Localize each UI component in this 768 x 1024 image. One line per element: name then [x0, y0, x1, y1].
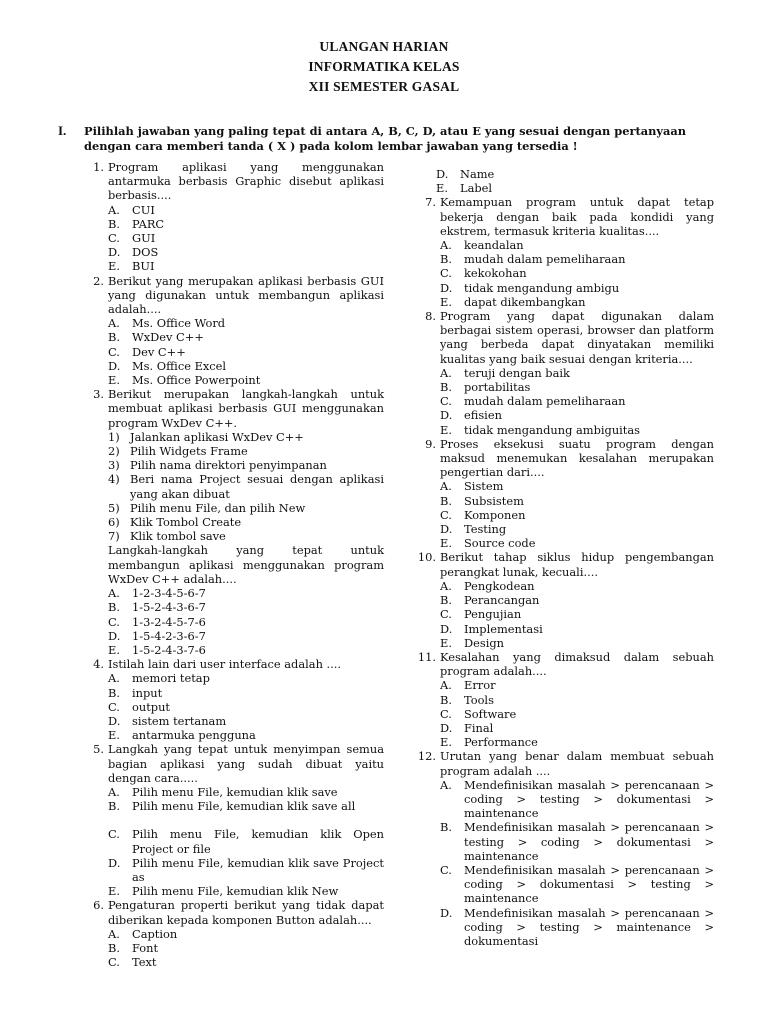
option-a	[440, 366, 714, 380]
option-letter: C.	[440, 266, 452, 281]
option-text: Final	[464, 720, 494, 735]
question-stem: Kemampuan program untuk dapat tetap bekerja dengan baik pada kondidi yang ekstrem, termasuk kriteria kualitas....	[440, 195, 714, 238]
left-column	[82, 160, 384, 969]
question-number: 7.	[425, 195, 436, 210]
question-stem: Istilah lain dari user interface adalah ....	[108, 657, 342, 672]
option-e	[440, 423, 714, 437]
option-b	[440, 494, 714, 508]
option-text: Error	[464, 678, 496, 693]
option-letter: E.	[108, 884, 120, 899]
step-1	[108, 430, 384, 444]
option-letter: D.	[436, 167, 449, 181]
option-d	[108, 629, 384, 643]
option-text: Pilih menu File, kemudian klik Open Project or file	[132, 827, 384, 856]
step-number: 3)	[108, 458, 120, 473]
option-text: Komponen	[464, 507, 526, 522]
option-text: Mendefinisikan masalah > perencanaan > coding > testing > dokumentasi > maintenance	[464, 777, 714, 821]
option-letter: C.	[440, 607, 452, 622]
option-text: Dev C++	[132, 344, 186, 359]
option-c	[440, 508, 714, 522]
option-letter: B.	[108, 216, 120, 231]
option-text: Mendefinisikan masalah > perencanaan > coding > dokumentasi > testing > maintenance	[464, 862, 714, 906]
exam-semester: XII SEMESTER GASAL	[308, 79, 460, 94]
option-d	[440, 522, 714, 536]
step-text: Jalankan aplikasi WxDev C++	[130, 429, 304, 444]
step-7	[108, 529, 384, 543]
option-a	[108, 671, 384, 685]
option-letter: C.	[108, 344, 120, 359]
option-text: teruji dengan baik	[464, 365, 570, 380]
section-numeral: I.	[58, 123, 67, 138]
option-letter: B.	[440, 692, 452, 707]
option-letter: C.	[440, 862, 452, 877]
option-text: Text	[132, 955, 157, 970]
option-d	[440, 281, 714, 295]
step-2	[108, 444, 384, 458]
option-text: 1-5-4-2-3-6-7	[132, 628, 206, 643]
question-10	[410, 550, 714, 649]
option-text: Mendefinisikan masalah > perencanaan > testing > coding > dokumentasi > maintenance	[464, 820, 714, 863]
option-text: Source code	[464, 536, 536, 551]
option-text: 1-5-2-4-3-7-6	[132, 642, 206, 657]
option-text: Name	[460, 167, 495, 181]
option-c	[108, 955, 384, 969]
option-d	[410, 167, 714, 181]
option-b	[108, 686, 384, 700]
option-text: DOS	[132, 245, 159, 260]
option-e	[440, 636, 714, 650]
option-letter: B.	[440, 380, 452, 395]
step-text: Pilih Widgets Frame	[130, 444, 248, 459]
option-c	[440, 607, 714, 621]
step-number: 6)	[108, 515, 120, 530]
option-letter: A.	[440, 578, 452, 593]
question-number: 3.	[93, 387, 104, 402]
option-text: Caption	[132, 926, 178, 941]
option-text: Perancangan	[464, 593, 540, 608]
exam-title: ULANGAN HARIAN	[319, 39, 449, 54]
question-number: 9.	[425, 436, 436, 451]
option-e	[108, 373, 384, 387]
option-letter: C.	[440, 394, 452, 409]
question-12	[410, 749, 714, 948]
question-3	[82, 387, 384, 657]
option-e	[108, 728, 384, 742]
option-text: output	[132, 699, 170, 714]
option-letter: E.	[440, 635, 452, 650]
option-e	[440, 536, 714, 550]
question-number: 12.	[417, 749, 436, 764]
option-letter: A.	[108, 671, 120, 686]
option-text: GUI	[132, 231, 156, 246]
option-text: Subsistem	[464, 493, 524, 508]
option-e	[410, 181, 714, 195]
option-d	[108, 714, 384, 728]
option-letter: D.	[440, 720, 453, 735]
option-e	[440, 735, 714, 749]
option-a	[440, 579, 714, 593]
option-letter: D.	[108, 358, 121, 373]
option-letter: B.	[440, 820, 452, 835]
option-letter: E.	[108, 259, 120, 274]
option-letter: D.	[108, 628, 121, 643]
step-text: Pilih nama direktori penyimpanan	[130, 458, 327, 473]
option-text: dapat dikembangkan	[464, 294, 586, 309]
question-stem: Pengaturan properti berikut yang tidak dapat diberikan kepada komponen Button adalah....	[108, 898, 384, 927]
exam-subject: INFORMATIKA KELAS	[308, 59, 460, 74]
question-number: 10.	[417, 550, 436, 565]
option-letter: C.	[108, 614, 120, 629]
question-number: 8.	[425, 309, 436, 324]
question-stem: Program aplikasi yang menggunakan antarmuka berbasis Graphic disebut aplikasi berbasis....	[108, 160, 384, 203]
option-c	[440, 707, 714, 721]
option-b	[108, 799, 384, 813]
option-text: 1-2-3-4-5-6-7	[132, 586, 206, 601]
step-3	[108, 458, 384, 472]
option-text: mudah dalam pemeliharaan	[464, 252, 626, 267]
option-d	[108, 359, 384, 373]
option-letter: B.	[108, 940, 120, 955]
question-1	[82, 160, 384, 274]
option-d	[108, 856, 384, 884]
option-text: Sistem	[464, 479, 504, 494]
option-c	[108, 231, 384, 245]
option-letter: B.	[440, 593, 452, 608]
question-stem: Berikut tahap siklus hidup pengembangan perangkat lunak, kecuali....	[440, 550, 714, 579]
option-d	[440, 408, 714, 422]
option-a	[440, 778, 714, 821]
option-c	[108, 345, 384, 359]
option-a	[440, 238, 714, 252]
question-number: 2.	[93, 273, 104, 288]
question-number: 6.	[93, 898, 104, 913]
option-b	[440, 380, 714, 394]
option-d	[440, 906, 714, 949]
step-number: 4)	[108, 472, 120, 487]
question-11	[410, 650, 714, 749]
right-column	[410, 167, 714, 948]
option-text: Font	[132, 940, 159, 955]
option-text: 1-3-2-4-5-7-6	[132, 614, 206, 629]
option-b	[108, 330, 384, 344]
option-text: Software	[464, 706, 517, 721]
option-text: Pilih menu File, kemudian klik save	[132, 784, 338, 799]
option-b	[440, 820, 714, 863]
option-c	[440, 863, 714, 906]
option-a	[108, 785, 384, 799]
option-letter: D.	[108, 713, 121, 728]
option-text: tidak mengandung ambiguitas	[464, 422, 641, 437]
spacer	[108, 813, 384, 827]
step-5	[108, 501, 384, 515]
option-text: memori tetap	[132, 671, 210, 686]
option-letter: E.	[440, 294, 452, 309]
option-letter: D.	[108, 855, 121, 870]
question-6-continued	[410, 167, 714, 195]
option-letter: E.	[108, 728, 120, 743]
question-stem: Langkah yang tepat untuk menyimpan semua bagian aplikasi yang sudah dibuat yaitu dengan cara.....	[108, 742, 384, 785]
option-a	[108, 586, 384, 600]
option-a	[108, 927, 384, 941]
option-text: sistem tertanam	[132, 713, 227, 728]
option-letter: A.	[108, 586, 120, 601]
option-c	[440, 394, 714, 408]
question-number: 11.	[417, 649, 436, 664]
option-letter: E.	[440, 735, 452, 750]
option-letter: A.	[108, 316, 120, 331]
option-letter: E.	[108, 373, 120, 388]
option-text: Tools	[464, 692, 494, 707]
option-letter: D.	[440, 408, 453, 423]
option-text: Implementasi	[464, 621, 543, 636]
option-b	[108, 941, 384, 955]
option-d	[440, 622, 714, 636]
option-letter: D.	[440, 905, 453, 920]
option-letter: A.	[108, 202, 120, 217]
option-a	[440, 479, 714, 493]
question-stem: Urutan yang benar dalam membuat sebuah program adalah ....	[440, 749, 714, 778]
option-letter: B.	[440, 493, 452, 508]
option-e	[440, 295, 714, 309]
step-number: 1)	[108, 429, 120, 444]
document-header	[0, 37, 768, 97]
question-number: 4.	[93, 657, 104, 672]
option-letter: C.	[440, 507, 452, 522]
option-text: Pengujian	[464, 607, 522, 622]
option-letter: D.	[108, 245, 121, 260]
option-letter: C.	[440, 706, 452, 721]
question-4	[82, 657, 384, 742]
instruction-text: Pilihlah jawaban yang paling tepat di antara A, B, C, D, atau E yang sesuai dengan pertanyaan dengan cara memberi tanda ( X ) pada kolom lembar jawaban yang tersedia !	[84, 124, 687, 153]
option-a	[108, 203, 384, 217]
option-text: keandalan	[464, 238, 524, 253]
option-text: 1-5-2-4-3-6-7	[132, 600, 206, 615]
option-d	[440, 721, 714, 735]
option-e	[108, 259, 384, 273]
option-e	[108, 884, 384, 898]
option-letter: A.	[440, 238, 452, 253]
question-stem: Kesalahan yang dimaksud dalam sebuah program adalah....	[440, 649, 714, 679]
step-text: Pilih menu File, dan pilih New	[130, 500, 306, 515]
step-6	[108, 515, 384, 529]
question-number: 5.	[93, 742, 104, 757]
option-a	[108, 316, 384, 330]
question-6	[82, 898, 384, 969]
step-text: Klik Tombol Create	[130, 515, 242, 530]
option-text: WxDev C++	[132, 330, 204, 345]
option-letter: A.	[440, 479, 452, 494]
option-b	[108, 217, 384, 231]
step-number: 7)	[108, 529, 120, 544]
option-letter: C.	[108, 699, 120, 714]
option-text: kekokohan	[464, 266, 527, 281]
option-text: PARC	[132, 216, 165, 231]
option-letter: E.	[108, 642, 120, 657]
question-stem: Proses eksekusi suatu program dengan maksud menemukan kesalahan merupakan pengertian dari....	[440, 436, 714, 480]
step-text: Klik tombol save	[130, 529, 226, 544]
option-text: mudah dalam pemeliharaan	[464, 394, 626, 409]
step-text: Beri nama Project sesuai dengan aplikasi yang akan dibuat	[130, 472, 384, 501]
option-text: CUI	[132, 202, 155, 217]
option-letter: A.	[440, 678, 452, 693]
option-b	[440, 593, 714, 607]
option-letter: D.	[440, 621, 453, 636]
option-b	[440, 693, 714, 707]
question-stem: Berikut yang merupakan aplikasi berbasis GUI yang digunakan untuk membangun aplikasi adalah....	[108, 273, 384, 317]
option-text: BUI	[132, 259, 155, 274]
option-letter: B.	[108, 600, 120, 615]
option-letter: A.	[440, 365, 452, 380]
option-letter: A.	[440, 777, 452, 792]
option-text: Design	[464, 635, 504, 650]
question-2	[82, 274, 384, 388]
option-text: Pengkodean	[464, 578, 535, 593]
option-c	[108, 700, 384, 714]
option-c	[440, 266, 714, 280]
option-letter: A.	[108, 784, 120, 799]
option-text: portabilitas	[464, 380, 531, 395]
option-text: tidak mengandung ambigu	[464, 280, 620, 295]
option-letter: D.	[440, 280, 453, 295]
option-text: Performance	[464, 735, 538, 750]
option-letter: C.	[108, 955, 120, 970]
option-letter: D.	[440, 522, 453, 537]
question-5	[82, 742, 384, 898]
option-text: Ms. Office Powerpoint	[132, 373, 261, 388]
option-a	[440, 678, 714, 692]
option-text: input	[132, 685, 163, 700]
option-letter: B.	[108, 330, 120, 345]
step-number: 2)	[108, 444, 120, 459]
step-number: 5)	[108, 500, 120, 515]
option-text: Pilih menu File, kemudian klik save all	[132, 799, 356, 814]
option-letter: B.	[108, 685, 120, 700]
option-letter: C.	[108, 231, 120, 246]
option-letter: E.	[440, 536, 452, 551]
option-text: Pilih menu File, kemudian klik New	[132, 884, 339, 899]
option-text: antarmuka pengguna	[132, 728, 256, 743]
option-b	[108, 600, 384, 614]
question-9	[410, 437, 714, 551]
option-e	[108, 643, 384, 657]
question-8	[410, 309, 714, 437]
option-c	[108, 615, 384, 629]
option-text: efisien	[464, 408, 502, 423]
question-stem: Berikut merupakan langkah-langkah untuk membuat aplikasi berbasis GUI menggunakan program WxDev C++.	[108, 387, 384, 430]
option-letter: B.	[108, 799, 120, 814]
option-text: Mendefinisikan masalah > perencanaan > coding > testing > maintenance > dokumentasi	[464, 905, 714, 948]
option-letter: E.	[436, 181, 448, 196]
question-stem: Program yang dapat digunakan dalam berbagai sistem operasi, browser dan platform yang berbeda dapat dinyatakan memiliki kualitas yang baik sesuai dengan kriteria....	[440, 309, 714, 366]
option-letter: B.	[440, 252, 452, 267]
option-text: Ms. Office Word	[132, 316, 226, 331]
option-letter: A.	[108, 926, 120, 941]
option-text: Testing	[464, 522, 507, 537]
option-text: Ms. Office Excel	[132, 358, 227, 373]
question-7	[410, 195, 714, 309]
option-d	[108, 245, 384, 259]
question-number: 1.	[93, 160, 104, 174]
option-letter: E.	[440, 422, 452, 437]
option-text: Label	[460, 181, 493, 196]
option-text: Pilih menu File, kemudian klik save Project as	[132, 855, 384, 884]
option-c	[108, 827, 384, 855]
step-4	[108, 472, 384, 500]
option-b	[440, 252, 714, 266]
question-stem-2: Langkah-langkah yang tepat untuk membangun aplikasi menggunakan program WxDev C++ adalah....	[108, 543, 384, 586]
option-letter: C.	[108, 827, 120, 842]
section-instruction	[58, 124, 720, 154]
